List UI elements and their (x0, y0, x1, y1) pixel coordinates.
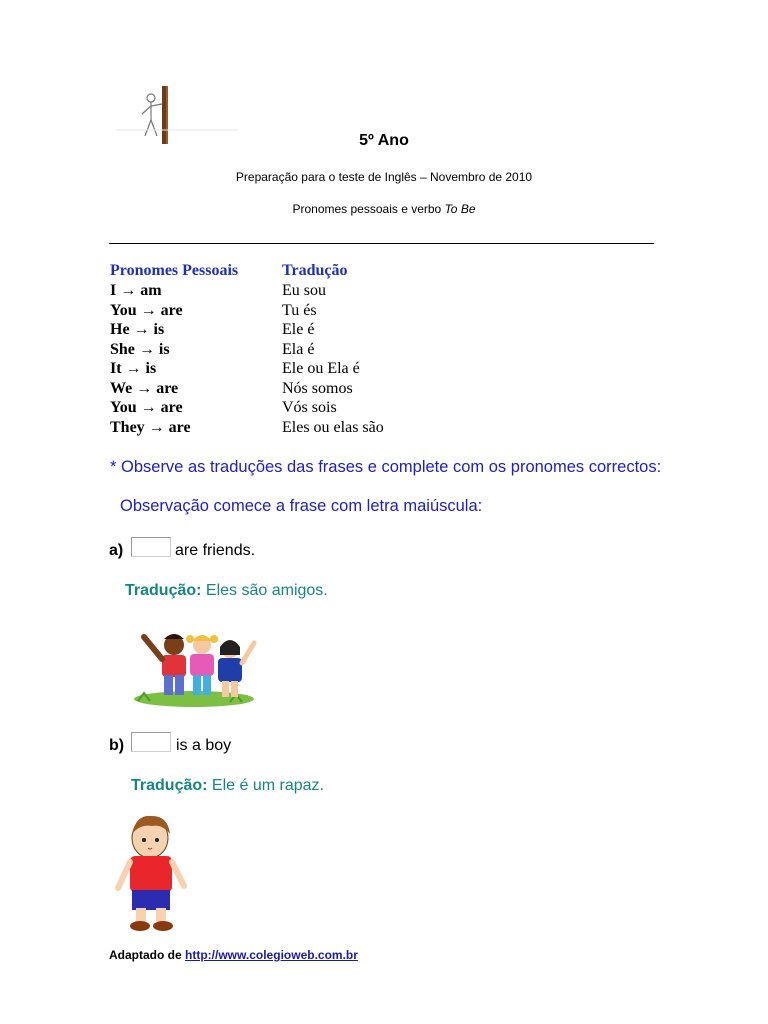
boy-illustration (112, 812, 192, 934)
translation-cell: Eu sou (282, 282, 326, 299)
footer-link[interactable]: http://www.colegioweb.com.br (185, 948, 358, 962)
translation-label: Tradução: (125, 582, 202, 599)
pronoun-cell: He → is (110, 321, 165, 338)
translation-text: Ele é um rapaz. (207, 777, 324, 794)
topic-text: Pronomes pessoais e verbo (292, 202, 445, 216)
pronoun-cell: She → is (110, 340, 170, 358)
translation-cell: Ele ou Ela é (282, 360, 360, 377)
pronoun-cell: They → are (110, 418, 191, 436)
question-b-text: is a boy (176, 737, 232, 754)
pronoun-cell: It → is (110, 360, 157, 377)
translation-cell: Nós somos (282, 379, 353, 397)
footer-prefix: Adaptado de (109, 948, 186, 962)
question-b-answer-input[interactable] (131, 732, 171, 752)
instruction-text: * Observe as traduções das frases e complete com os pronomes correctos: (110, 458, 662, 476)
question-b-translation (131, 777, 324, 795)
col-header-translation: Tradução (282, 262, 348, 279)
page-title: 5º Ano (359, 132, 409, 149)
translation-label: Tradução: (131, 777, 208, 794)
pronoun-cell: You → are (110, 399, 183, 416)
pronoun-cell: We → are (110, 379, 179, 397)
footer-credit (109, 948, 358, 962)
pronoun-cell: I → am (110, 282, 162, 299)
translation-cell: Ele é (282, 321, 315, 338)
question-a-text: are friends. (175, 542, 256, 559)
pronoun-cell: You → are (110, 301, 183, 319)
friends-illustration (130, 623, 258, 709)
col-header-pronouns: Pronomes Pessoais (110, 262, 239, 279)
question-b-label: b) (109, 737, 125, 754)
question-a-label: a) (109, 542, 124, 559)
instruction-note: Observação comece a frase com letra maiúscula: (120, 497, 483, 515)
translation-cell: Eles ou elas são (282, 418, 384, 436)
translation-text: Eles são amigos. (201, 582, 328, 599)
header-divider (109, 243, 654, 244)
question-a-translation (125, 582, 328, 600)
translation-cell: Vós sois (282, 399, 337, 416)
page-subtitle: Preparação para o teste de Inglês – Novembro de 2010 (235, 170, 533, 184)
page-topic (0, 202, 768, 216)
question-a-answer-input[interactable] (131, 537, 171, 557)
translation-cell: Tu és (282, 301, 317, 319)
translation-cell: Ela é (282, 340, 315, 358)
topic-italic-text: To Be (444, 202, 476, 216)
